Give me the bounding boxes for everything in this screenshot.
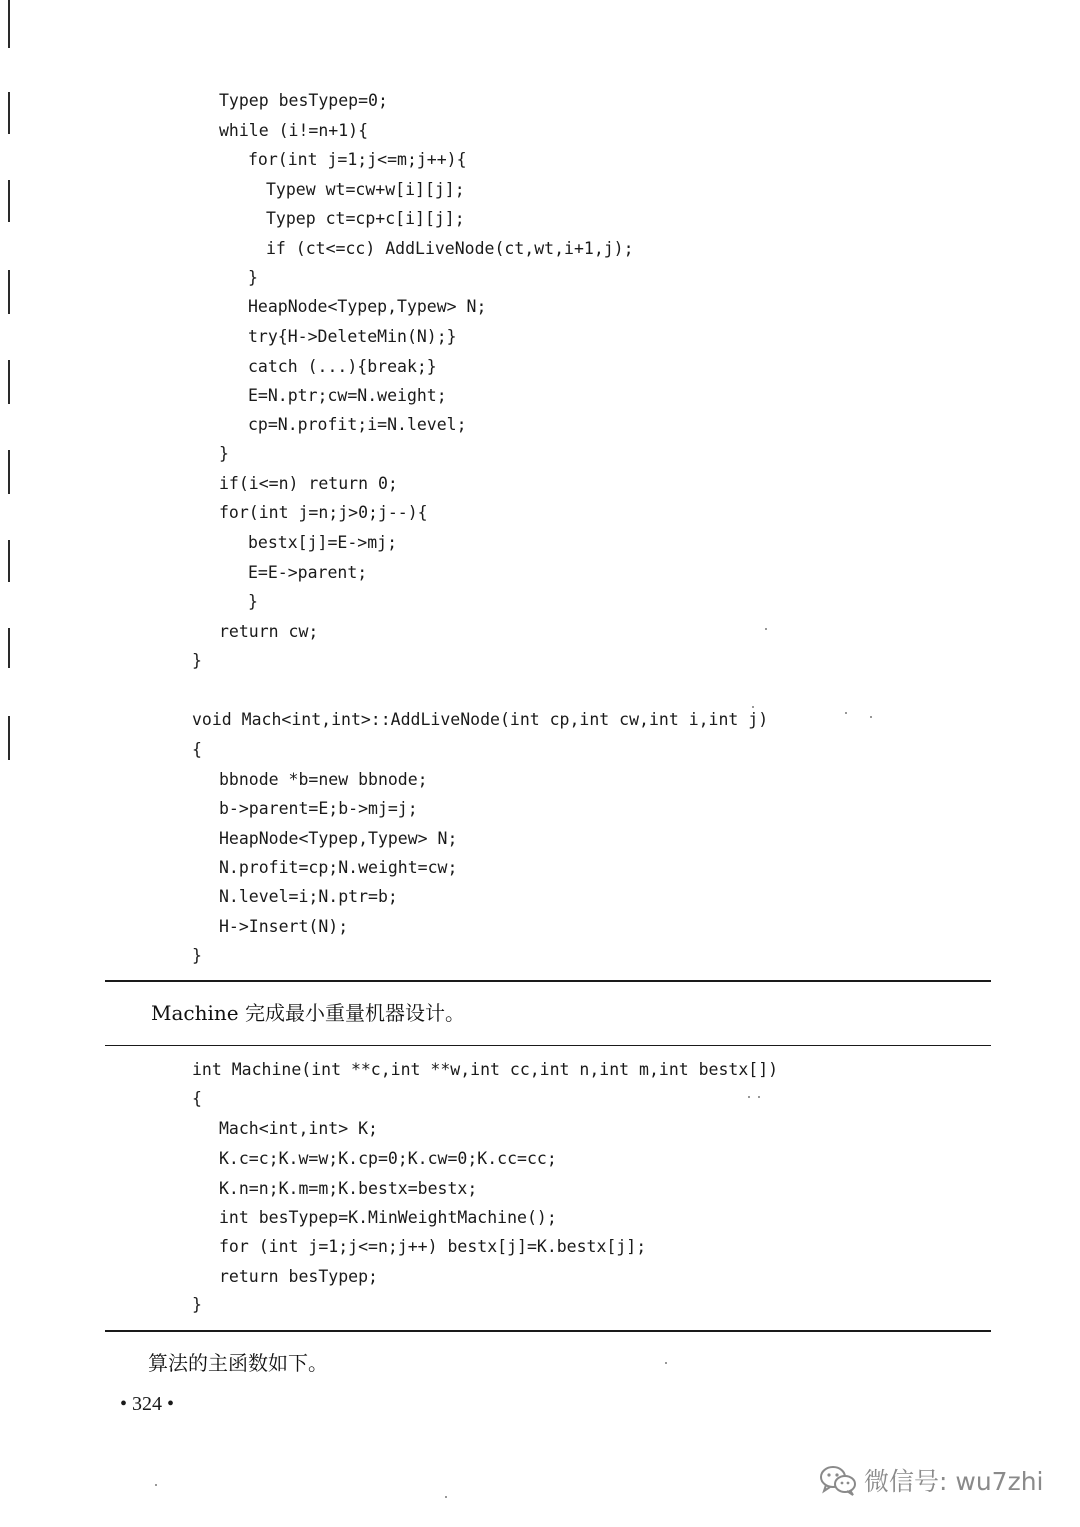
code-line: { [192, 1089, 202, 1108]
code-line: } [248, 592, 258, 611]
scan-speck [752, 706, 754, 708]
code-line: int besTypep=K.MinWeightMachine(); [219, 1208, 557, 1227]
code-line: return cw; [219, 622, 319, 641]
scan-edge-mark [8, 0, 10, 48]
scan-speck [870, 716, 872, 718]
wechat-logo-icon [818, 1463, 858, 1497]
section-text-machine: Machine 完成最小重量机器设计。 [151, 1001, 465, 1025]
code-line: H->Insert(N); [219, 917, 349, 936]
section-text-main-function: 算法的主函数如下。 [148, 1351, 328, 1375]
code-line: E=N.ptr;cw=N.weight; [248, 386, 447, 405]
scan-edge-mark [8, 540, 10, 582]
code-line: Mach<int,int> K; [219, 1119, 378, 1138]
code-line: void Mach<int,int>::AddLiveNode(int cp,int cw,int i,int j) [192, 710, 769, 729]
wechat-watermark [818, 1460, 1058, 1500]
scan-speck [155, 1484, 157, 1486]
code-line: } [248, 268, 258, 287]
code-line: E=E->parent; [248, 563, 368, 582]
code-line: return besTypep; [219, 1267, 378, 1286]
code-line: try{H->DeleteMin(N);} [248, 327, 457, 346]
code-line: while (i!=n+1){ [219, 121, 369, 140]
code-line: { [192, 740, 202, 759]
code-line: Typew wt=cw+w[i][j]; [266, 180, 465, 199]
scan-edge-mark [8, 360, 10, 404]
scan-edge-mark [8, 716, 10, 760]
code-block-top-rule [105, 1045, 991, 1046]
code-line: HeapNode<Typep,Typew> N; [219, 829, 458, 848]
code-line: bbnode *b=new bbnode; [219, 770, 428, 789]
code-line: } [192, 1295, 202, 1314]
code-line: } [192, 946, 202, 965]
scan-speck [445, 1496, 447, 1498]
code-line: int Machine(int **c,int **w,int cc,int n,int m,int bestx[]) [192, 1060, 779, 1079]
scan-edge-mark [8, 270, 10, 314]
scan-edge-mark [8, 450, 10, 494]
code-block-bottom-rule [105, 980, 991, 982]
code-line: K.n=n;K.m=m;K.bestx=bestx; [219, 1179, 478, 1198]
code-line: cp=N.profit;i=N.level; [248, 415, 467, 434]
code-line: for(int j=1;j<=m;j++){ [248, 150, 467, 169]
code-line: for (int j=1;j<=n;j++) bestx[j]=K.bestx[j]; [219, 1237, 647, 1256]
scan-edge-mark [8, 92, 10, 134]
scan-speck [758, 1096, 760, 1098]
scan-edge-mark [8, 628, 10, 668]
code-line: N.profit=cp;N.weight=cw; [219, 858, 458, 877]
code-line: Typep ct=cp+c[i][j]; [266, 209, 465, 228]
code-line: if(i<=n) return 0; [219, 474, 398, 493]
code-line: bestx[j]=E->mj; [248, 533, 398, 552]
scan-speck [665, 1362, 667, 1364]
code-line: N.level=i;N.ptr=b; [219, 887, 398, 906]
code-line: if (ct<=cc) AddLiveNode(ct,wt,i+1,j); [266, 239, 634, 258]
scan-edge-mark [8, 180, 10, 222]
code-line: for(int j=n;j>0;j--){ [219, 503, 428, 522]
code-line: Typep besTypep=0; [219, 91, 388, 110]
code-line: b->parent=E;b->mj=j; [219, 799, 418, 818]
code-line: catch (...){break;} [248, 357, 437, 376]
code-line: HeapNode<Typep,Typew> N; [248, 297, 487, 316]
code-block-bottom-rule [105, 1330, 991, 1332]
code-line: } [192, 651, 202, 670]
code-line: K.c=c;K.w=w;K.cp=0;K.cw=0;K.cc=cc; [219, 1149, 557, 1168]
page-number: • 324 • [120, 1393, 175, 1415]
code-line: } [219, 444, 229, 463]
scan-speck [765, 628, 767, 630]
scan-speck [845, 712, 847, 714]
watermark-text: 微信号: wu7zhi [864, 1467, 1044, 1496]
scan-speck [748, 1096, 750, 1098]
